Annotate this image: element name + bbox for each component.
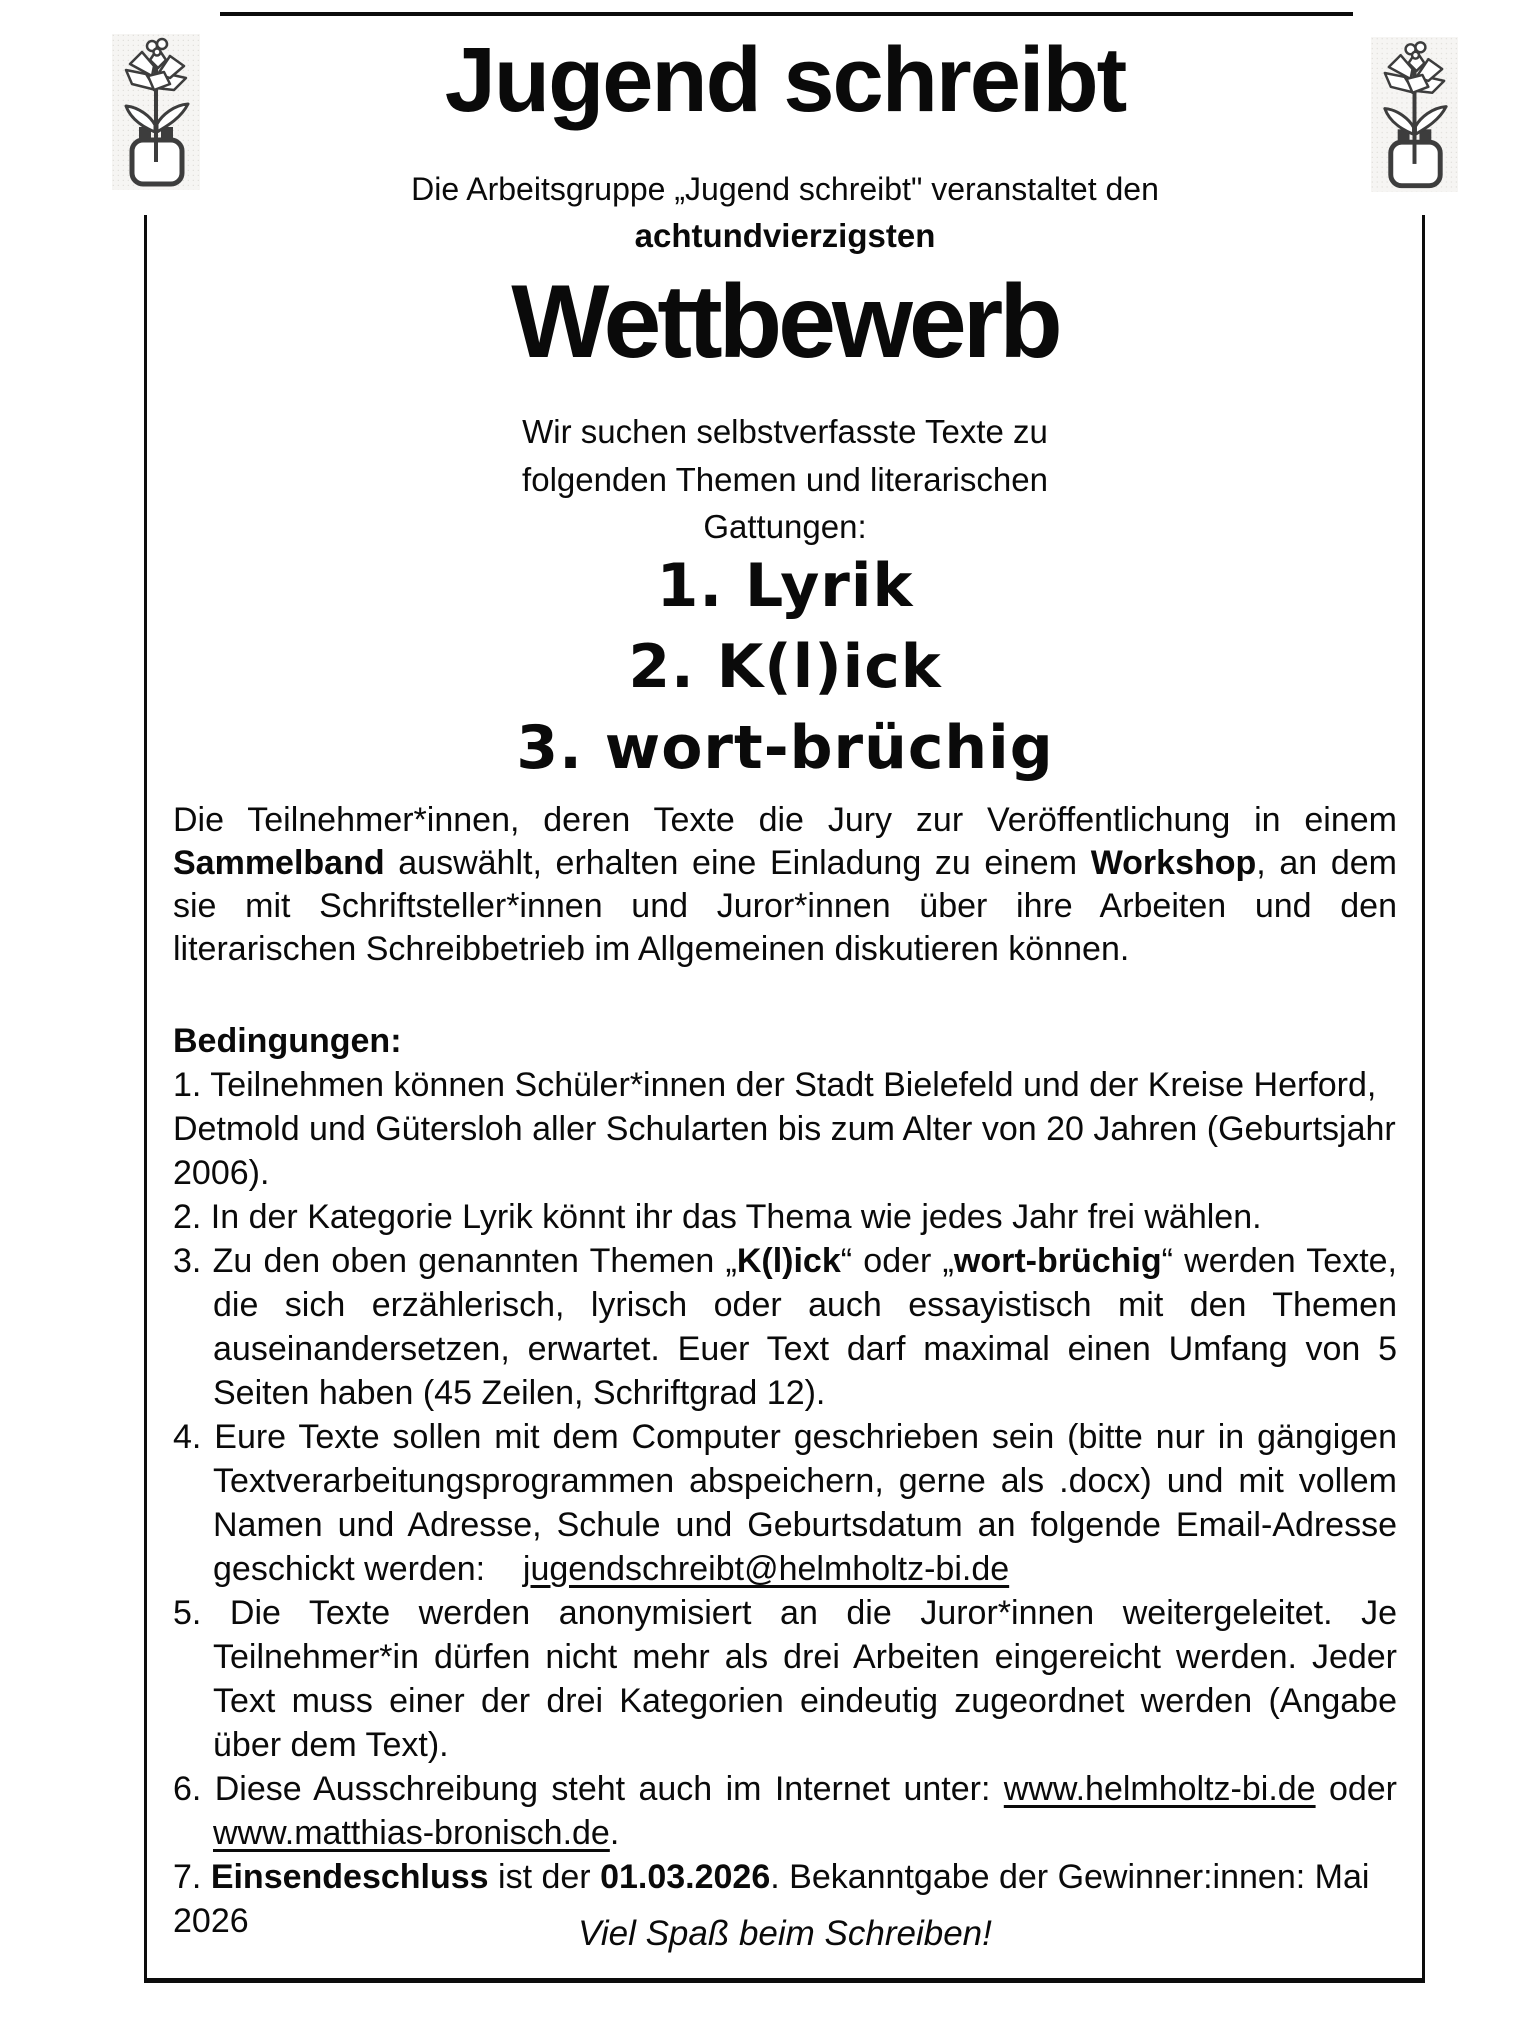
intro-line: Gattungen: xyxy=(703,508,867,545)
theme-item-lyrik: 1. Lyrik xyxy=(656,551,914,621)
text-run: “ werden Texte, die sich erzählerisch, lyrisch oder auch essayistisch mit den Themen auseinandersetzen, erwartet. Euer Text darf maximal einen Umfang von 5 Seiten haben (45 Zeilen, Schriftgrad 12). xyxy=(213,1242,1397,1412)
text-run: 01.03.2026 xyxy=(600,1858,771,1896)
text-run: . Bekanntgabe der Gewinner:innen: Mai 2026 xyxy=(173,1858,1370,1940)
text-run: Einsendeschluss xyxy=(210,1858,489,1896)
website-link-helmholtz[interactable]: www.helmholtz-bi.de xyxy=(1003,1770,1316,1808)
competition-heading: Wettbewerb xyxy=(511,264,1059,380)
conditions-heading: Bedingungen: xyxy=(173,1022,402,1060)
intro-line: Wir suchen selbstverfasste Texte zu xyxy=(522,413,1048,450)
conditions-section xyxy=(173,1019,1397,1943)
text-run: , an dem sie mit Schriftsteller*innen und Juror*innen über ihre Arbeiten und den literarischen Schreibbetrieb im Allgemeinen diskutieren können. xyxy=(173,844,1397,968)
intro-text xyxy=(146,408,1424,551)
text-run: oder xyxy=(1315,1770,1398,1808)
website-link-bronisch[interactable]: www.matthias-bronisch.de xyxy=(213,1814,610,1852)
text-run: Workshop xyxy=(1090,844,1257,882)
condition-item-5 xyxy=(173,1591,1397,1767)
text-run: 5. Die Texte werden anonymisiert an die Juror*innen weitergeleitet. Je Teilnehmer*in dürfen nicht mehr als drei Arbeiten eingereicht werden. Jeder Text muss einer der drei Kategorien eindeutig zugeordnet werden (Angabe über dem Text). xyxy=(173,1594,1397,1764)
text-run: 3. Zu den oben genannten Themen „ xyxy=(173,1242,737,1280)
condition-item-1 xyxy=(173,1063,1397,1195)
condition-item-2 xyxy=(173,1195,1397,1239)
theme-item-wort-bruechig: 3. wort-brüchig xyxy=(516,713,1054,783)
workshop-paragraph xyxy=(173,799,1397,971)
top-rule xyxy=(220,12,1353,16)
text-run: Sammelband xyxy=(173,844,385,882)
text-run: “ oder „ xyxy=(840,1242,954,1280)
closing-line: Viel Spaß beim Schreiben! xyxy=(578,1914,992,1953)
text-run: K(l)ick xyxy=(736,1242,841,1280)
text-run: 2. In der Kategorie Lyrik könnt ihr das Thema wie jedes Jahr frei wählen. xyxy=(173,1198,1262,1236)
text-run: 6. Diese Ausschreibung steht auch im Internet unter: xyxy=(173,1770,1004,1808)
text-run: 1. Teilnehmen können Schüler*innen der Stadt Bielefeld und der Kreise Herford, Detmold und Gütersloh aller Schularten bis zum Alter von 20 Jahren (Geburtsjahr 2006). xyxy=(173,1066,1396,1192)
condition-item-6 xyxy=(173,1767,1397,1855)
email-link[interactable]: jugendschreibt@helmholtz-bi.de xyxy=(522,1550,1010,1588)
theme-item-klick: 2. K(l)ick xyxy=(628,632,942,702)
subtitle: Die Arbeitsgruppe „Jugend schreibt" veranstaltet den xyxy=(411,171,1159,207)
text-run: auswählt, erhalten eine Einladung zu einem xyxy=(384,844,1091,882)
intro-line: folgenden Themen und literarischen xyxy=(522,460,1048,498)
condition-item-4 xyxy=(173,1415,1397,1591)
text-run: ist der xyxy=(488,1858,601,1896)
text-run: Die Teilnehmer*innen, deren Texte die Jury zur Veröffentlichung in einem xyxy=(173,801,1397,839)
bottom-rule xyxy=(144,1978,1425,1983)
page-title: Jugend schreibt xyxy=(444,29,1126,131)
text-run: 4. Eure Texte sollen mit dem Computer geschrieben sein (bitte nur in gängigen Textverarbeitungsprogrammen abspeichern, gerne als .docx) und mit vollem Namen und Adresse, Schule und Geburtsdatum an folgende Email-Adresse geschickt werden: xyxy=(173,1418,1397,1588)
text-run: . xyxy=(609,1814,620,1852)
text-run: 7. xyxy=(173,1858,211,1896)
ordinal-line: achtundvierzigsten xyxy=(634,217,936,254)
text-run: wort-brüchig xyxy=(953,1242,1162,1280)
condition-item-3 xyxy=(173,1239,1397,1415)
